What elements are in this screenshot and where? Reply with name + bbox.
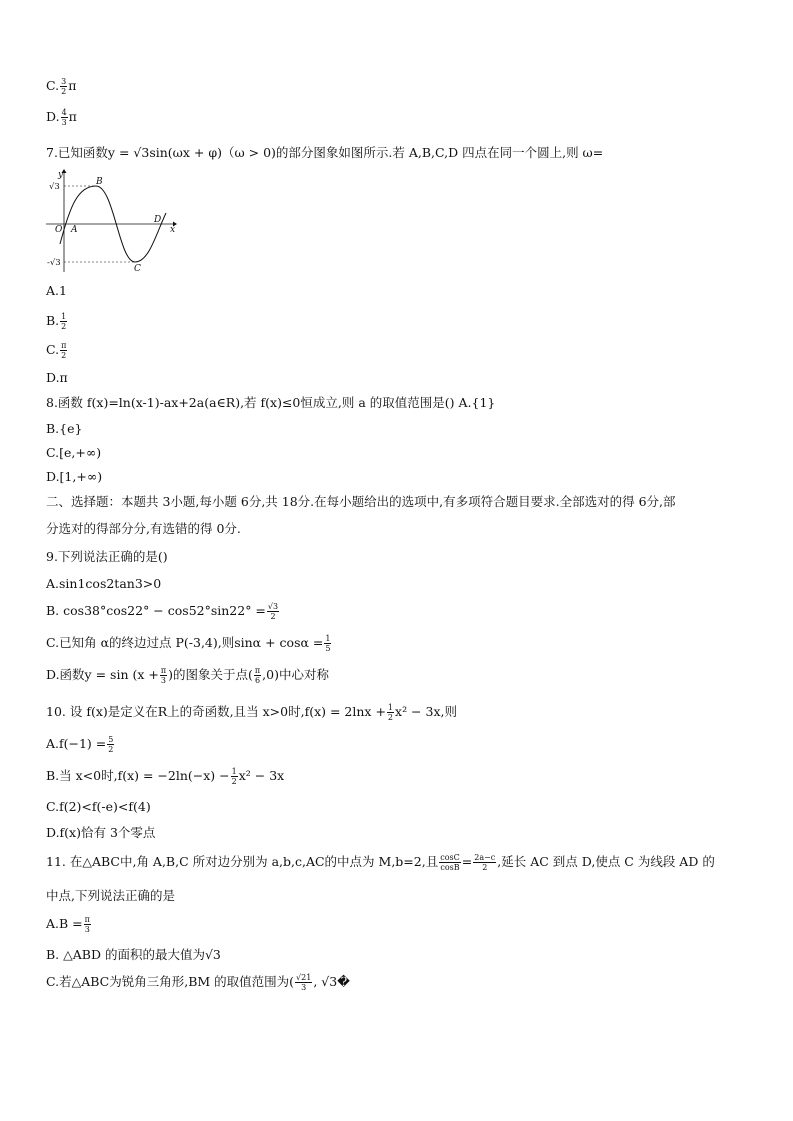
fraction: $\frac{\pi}{2}$ xyxy=(61,341,67,360)
q9-option-c: C.已知角 α的终边过点 P(-3,4),则sinα + cosα = $\frac{1}{5}$ xyxy=(46,634,331,653)
q11-option-c: C.若△ABC为锐角三角形,BM 的取值范围为( $\frac{√21}{3}$ , √3� xyxy=(46,973,350,992)
q10-option-d: D.f(x)恰有 3个零点 xyxy=(46,825,156,840)
q9-option-b: B. cos38°cos22° − cos52°sin22° = $\frac{√3}{2}$ xyxy=(46,602,279,621)
fraction: $\frac{1}{5}$ xyxy=(325,634,331,653)
fraction: $\frac{\cos C}{\cos B}$ xyxy=(440,853,460,872)
fraction: $\frac{\pi}{3}$ xyxy=(84,915,90,934)
x-axis-label: x xyxy=(170,225,176,235)
ymax-label: √3 xyxy=(49,182,60,192)
q11-stem-cont: 中点,下列说法正确的是 xyxy=(46,888,175,903)
fraction: $\frac{\pi}{3}$ xyxy=(160,666,167,685)
point-b-label: B xyxy=(96,177,103,187)
q10-option-c: C.f(2)<f(-e)<f(4) xyxy=(46,799,151,814)
fraction: $\frac{5}{2}$ xyxy=(108,735,114,754)
fraction: $\frac{3}{2}$ xyxy=(61,77,67,96)
q11-option-b: B. △ABD 的面积的最大值为√3 xyxy=(46,947,221,962)
q10-option-a: A.f(−1) = $\frac{5}{2}$ xyxy=(46,735,114,754)
q7-option-c: C. $\frac{\pi}{2}$ xyxy=(46,341,67,360)
q10-option-b: B.当 x<0时,f(x) = −2ln(−x) − $\frac{1}{2}$ x² − 3x xyxy=(46,767,285,786)
ymin-label: -√3 xyxy=(47,258,61,268)
q10-stem: 10. 设 f(x)是定义在R上的奇函数,且当 x>0时,f(x) = 2lnx + $\frac{1}{2}$ x² − 3x,则 xyxy=(46,703,457,722)
point-d-label: D xyxy=(154,215,162,225)
q9-option-d: D.函数y = sin (x + $\frac{\pi}{3}$ )的图象关于点( $\frac{\pi}{6}$ ,0)中心对称 xyxy=(46,666,329,685)
fraction: $\frac{1}{2}$ xyxy=(231,767,237,786)
fraction: $\frac{2a-c}{2}$ xyxy=(474,853,496,872)
fraction: $\frac{4}{3}$ xyxy=(61,108,67,127)
q11-option-a: A.B = $\frac{\pi}{3}$ xyxy=(46,915,90,934)
y-axis-label: y xyxy=(58,170,64,180)
q7-option-b: B. $\frac{1}{2}$ xyxy=(46,312,67,331)
fraction: $\frac{√21}{3}$ xyxy=(296,973,312,992)
q11-stem: 11. 在△ABC中,角 A,B,C 所对边分别为 a,b,c,AC的中点为 M,b=2,且 $\frac{\cos C}{\cos B}$ = $\frac{2a-c}{2}$ ,延长 AC 到点 D,使点 C 为线段 AD 的 xyxy=(46,853,715,872)
point-a-label: A xyxy=(71,225,78,235)
section-two-heading: 二、选择题：本题共 3小题,每小题 6分,共 18分.在每小题给出的选项中,有多项符合题目要求.全部选对的得 6分,部 xyxy=(46,494,676,509)
fraction: $\frac{√3}{2}$ xyxy=(267,602,279,621)
q8-option-c: C.[e,+∞) xyxy=(46,445,102,460)
section-two-heading-cont: 分选对的得部分分,有选错的得 0分. xyxy=(46,521,241,536)
q6-option-c: C. $\frac{3}{2}$ π xyxy=(46,77,77,96)
q9-stem: 9.下列说法正确的是() xyxy=(46,549,168,564)
q8-option-d: D.[1,+∞) xyxy=(46,469,103,484)
fraction: $\frac{1}{2}$ xyxy=(387,703,394,722)
q9-option-a: A.sin1cos2tan3>0 xyxy=(46,576,162,591)
q7-stem: 7.已知函数y = √3sin(ωx + φ)（ω > 0)的部分图象如图所示.若 A,B,C,D 四点在同一个圆上,则 ω= xyxy=(46,145,604,160)
point-c-label: C xyxy=(134,264,141,274)
origin-label: O xyxy=(55,225,63,235)
fraction: $\frac{1}{2}$ xyxy=(61,312,67,331)
fraction: $\frac{\pi}{6}$ xyxy=(254,666,261,685)
q7-option-d: D.π xyxy=(46,370,68,385)
q8-option-b: B.{e} xyxy=(46,421,83,436)
sine-graph xyxy=(46,168,178,274)
q7-option-a: A.1 xyxy=(46,283,67,298)
q8-stem: 8.函数 f(x)=ln(x-1)-ax+2a(a∈R),若 f(x)≤0恒成立,则 a 的取值范围是() A.{1} xyxy=(46,395,496,410)
q6-option-d: D. $\frac{4}{3}$ π xyxy=(46,108,77,127)
